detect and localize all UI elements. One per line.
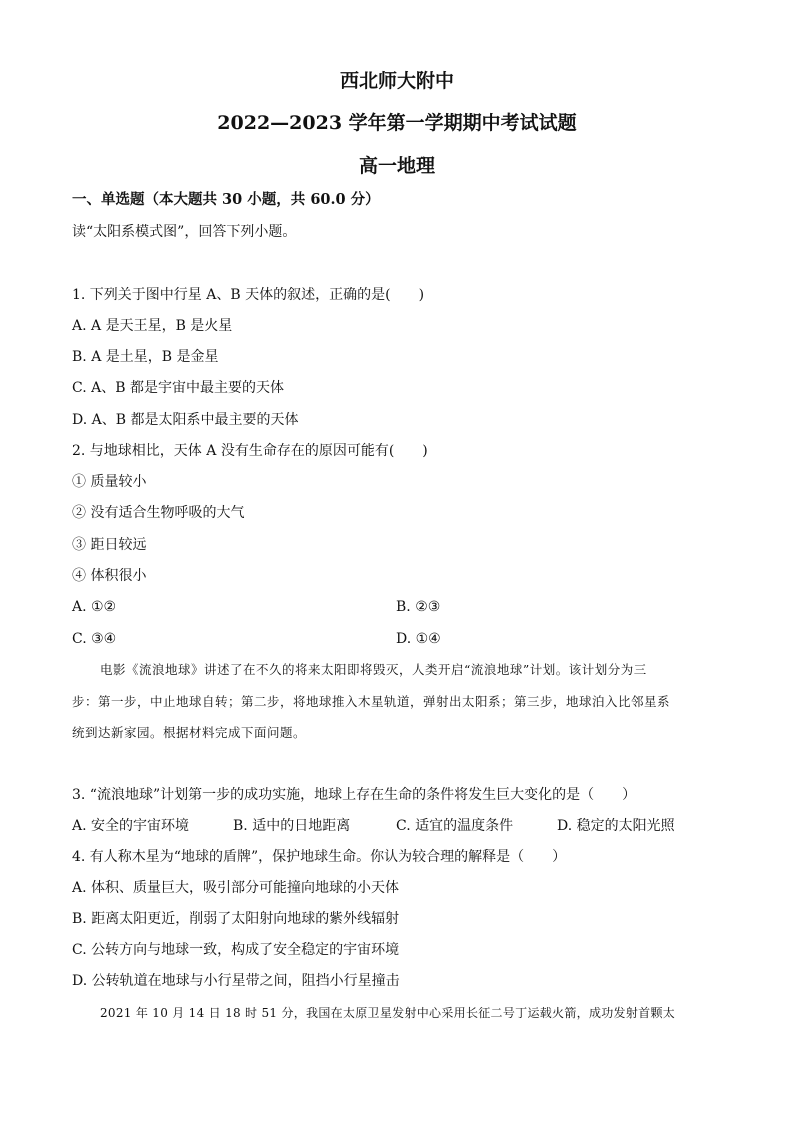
question-2-item-4: ④ 体积很小 [72, 568, 147, 584]
question-4-option-d: D. 公转轨道在地球与小行星带之间，阻挡小行星撞击 [72, 973, 400, 989]
question-1-option-a: A. A 是天王星，B 是火星 [72, 318, 233, 334]
question-3-option-c: C. 适宜的温度条件 [396, 818, 514, 834]
question-4-option-c: C. 公转方向与地球一致，构成了安全稳定的宇宙环境 [72, 942, 400, 958]
question-2-option-d: D. ①④ [396, 631, 441, 647]
passage-1-line-3: 统到达新家园。根据材料完成下面问题。 [72, 725, 307, 740]
question-2-stem: 2. 与地球相比，天体 A 没有生命存在的原因可能有( ) [72, 443, 428, 459]
question-2-item-2: ② 没有适合生物呼吸的大气 [72, 505, 245, 521]
passage-1-line-1: 电影《流浪地球》讲述了在不久的将来太阳即将毁灭，人类开启“流浪地球”计划。该计划分为三 [100, 662, 647, 677]
question-3-option-d: D. 稳定的太阳光照 [557, 818, 675, 834]
question-1-option-b: B. A 是土星，B 是金星 [72, 349, 219, 365]
school-title: 西北师大附中 [339, 70, 454, 92]
section-intro: 读“太阳系模式图”，回答下列小题。 [72, 224, 297, 240]
question-2-option-a: A. ①② [72, 599, 117, 615]
passage-2-line-1: 2021 年 10 月 14 日 18 时 51 分，我国在太原卫星发射中心采用长征二号丁运载火箭，成功发射首颗太 [100, 1006, 676, 1020]
question-4-option-b: B. 距离太阳更近，削弱了太阳射向地球的紫外线辐射 [72, 911, 400, 927]
question-4-option-a: A. 体积、质量巨大，吸引部分可能撞向地球的小天体 [72, 880, 400, 896]
question-4-stem: 4. 有人称木星为“地球的盾牌”，保护地球生命。你认为较合理的解释是（ ） [72, 849, 567, 865]
question-2-item-3: ③ 距日较远 [72, 537, 147, 553]
subject-title: 高一地理 [358, 155, 435, 177]
question-1-option-d: D. A、B 都是太阳系中最主要的天体 [72, 412, 299, 428]
passage-1-line-2: 步：第一步，中止地球自转；第二步，将地球推入木星轨道，弹射出太阳系；第三步，地球泊入比邻星系 [72, 694, 671, 709]
question-2-option-b: B. ②③ [396, 599, 441, 615]
question-3-stem: 3. “流浪地球”计划第一步的成功实施，地球上存在生命的条件将发生巨大变化的是（ ） [72, 787, 637, 803]
question-1-stem: 1. 下列关于图中行星 A、B 天体的叙述，正确的是( ) [72, 287, 425, 303]
exam-title: 2022—2023 学年第一学期期中考试试题 [217, 112, 577, 134]
section-heading: 一、单选题（本大题共 30 小题，共 60.0 分） [72, 191, 380, 208]
question-1-option-c: C. A、B 都是宇宙中最主要的天体 [72, 380, 284, 396]
question-2-item-1: ① 质量较小 [72, 474, 147, 490]
question-2-option-c: C. ③④ [72, 631, 117, 647]
question-3-option-a: A. 安全的宇宙环境 [72, 818, 190, 834]
question-3-option-b: B. 适中的日地距离 [233, 818, 351, 834]
